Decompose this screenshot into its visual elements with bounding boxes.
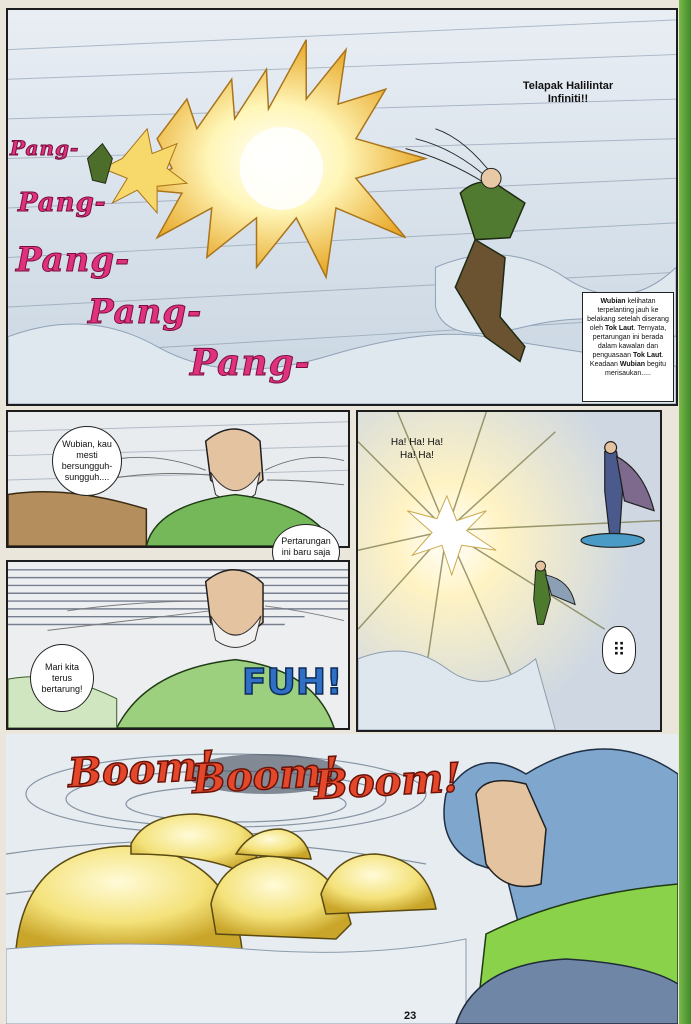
page-number: 23	[404, 1010, 417, 1022]
sfx-pang-3: Pang-	[16, 240, 131, 280]
sfx-pang-2: Pang-	[18, 188, 107, 218]
caption-text-7: begitu merisaukan.....	[605, 361, 667, 377]
sfx-pang-4: Pang-	[88, 292, 203, 332]
panel-3-clash	[356, 410, 662, 732]
caption-text-5: . Keadaan	[589, 352, 664, 368]
narration-caption	[582, 292, 674, 402]
panel-4-master-fuh	[6, 560, 350, 730]
caption-text-1: kelihatan terpelanting jauh ke belakang setelah diserang oleh	[587, 298, 669, 332]
sfx-boom-2: Boom!	[190, 748, 341, 803]
shout-burst-text: Telapak Halilintar Infiniti!!	[522, 80, 614, 105]
panel-1-attack	[6, 8, 678, 406]
page-spine	[679, 0, 691, 1024]
sfx-pang-5: Pang-	[190, 342, 311, 384]
speech-bubble-must-try: Wubian, kau mesti bersungguh-sungguh....	[52, 426, 122, 496]
sfx-fuh: FUH!	[242, 662, 343, 703]
speech-bubble-just-begun: Pertarungan ini baru saja	[272, 524, 340, 580]
sfx-pang-1: Pang-	[10, 136, 80, 160]
panel-5-boom	[6, 734, 678, 1024]
speech-bubble-keep-fighting: Mari kita terus bertarung!	[30, 644, 94, 712]
laugh-burst-text: Ha! Ha! Ha! Ha! Ha!	[390, 437, 444, 461]
caption-text-2: Tok Laut	[604, 325, 634, 332]
caption-text-4: Tok Laut	[632, 352, 662, 359]
ellipsis-bubble: ⠿	[602, 626, 636, 674]
caption-text-3: . Ternyata, pertarungan ini berada dalam kawalan dan penguasaan	[592, 325, 667, 359]
caption-text-6: Wubian	[619, 361, 646, 368]
caption-text-0: Wubian	[600, 298, 626, 305]
panel-1-art	[8, 10, 676, 404]
sfx-boom-1: Boom!	[66, 742, 217, 797]
sfx-boom-3: Boom!	[312, 754, 463, 809]
